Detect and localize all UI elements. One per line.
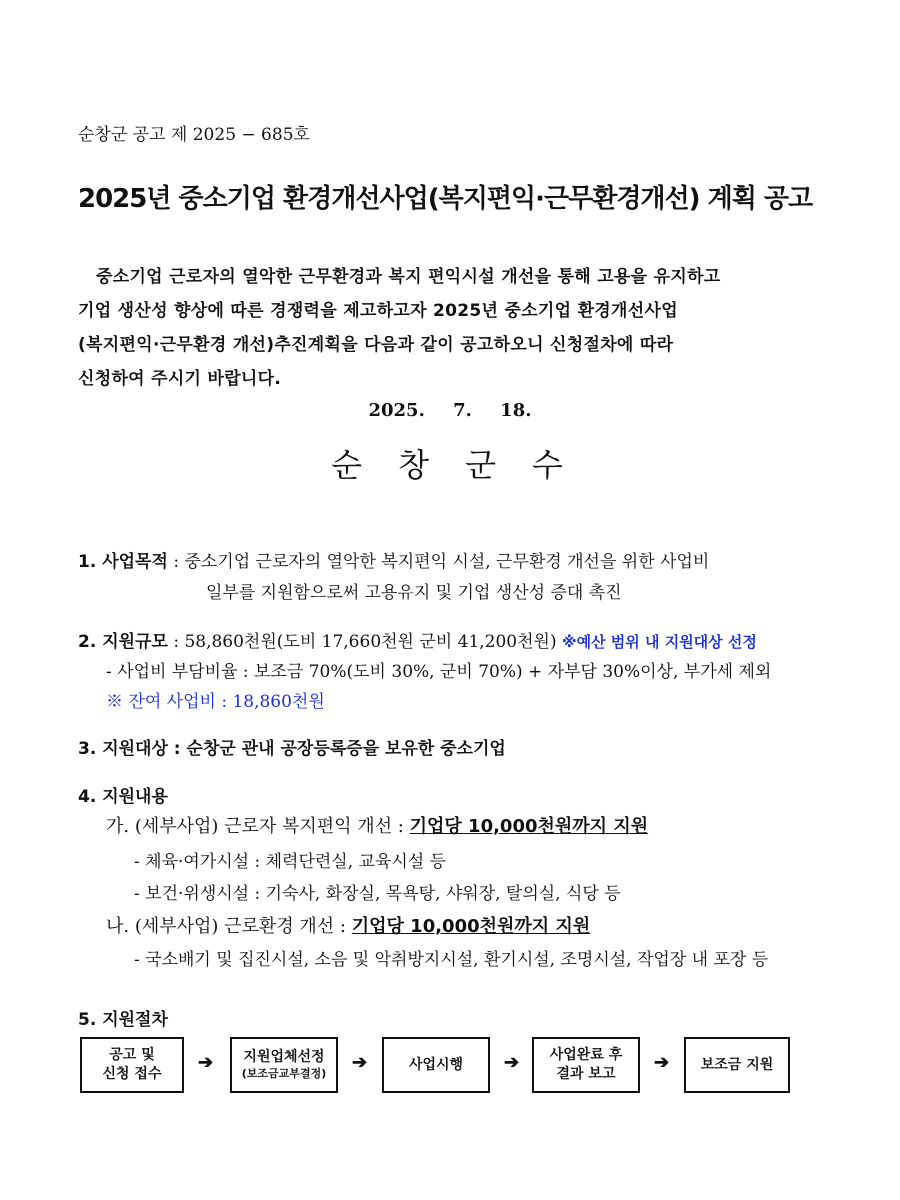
process-step-4 — [532, 1037, 640, 1093]
arrow-right-icon: ➔ — [352, 1052, 368, 1073]
section-2-remaining: ※ 잔여 사업비 : 18,860천원 — [106, 692, 325, 712]
section-2-budget-note: ※예산 범위 내 지원대상 선정 — [562, 633, 757, 651]
process-step-1-line-1: 공고 및 — [109, 1047, 155, 1064]
process-step-5 — [684, 1037, 790, 1093]
intro-line-3: (복지편익·근무환경 개선)추진계획을 다음과 같이 공고하오니 신청절차에 따라 — [78, 335, 674, 355]
section-1-line-2: 일부를 지원함으로써 고용유지 및 기업 생산성 증대 촉진 — [206, 583, 622, 603]
notice-number: 순창군 공고 제 2025 − 685호 — [78, 125, 310, 145]
intro-line-4: 신청하여 주시기 바랍니다. — [78, 369, 282, 389]
section-4-heading-text: 4. 지원내용 — [78, 787, 168, 807]
section-1-purpose — [78, 547, 709, 572]
section-2-heading: 2. 지원규모 — [78, 632, 168, 652]
section-4-a-limit: 기업당 10,000천원까지 지원 — [409, 816, 649, 837]
section-3-heading: 3. 지원대상 : — [78, 739, 181, 759]
section-4-a-item-2: - 보건·위생시설 : 기숙사, 화장실, 목욕탕, 샤워장, 탈의실, 식당 등 — [134, 884, 621, 904]
section-5-heading-text: 5. 지원절차 — [78, 1010, 168, 1030]
process-step-3 — [382, 1037, 490, 1093]
section-3-target — [78, 734, 506, 759]
section-4-a-label: 가. (세부사업) 근로자 복지편익 개선 : — [106, 816, 404, 837]
section-4-b-limit: 기업당 10,000천원까지 지원 — [351, 916, 591, 937]
process-step-5-line-1: 보조금 지원 — [700, 1056, 774, 1073]
section-4-item-b — [106, 912, 590, 938]
process-step-4-line-1: 사업완료 후 — [549, 1047, 623, 1064]
issuer-name: 순창군수 — [331, 446, 599, 484]
section-4-item-a — [106, 812, 648, 838]
section-4-b-item-1: - 국소배기 및 집진시설, 소음 및 악취방지시설, 환기시설, 조명시설, 작업장 내 포장 등 — [134, 950, 769, 970]
arrow-right-icon: ➔ — [198, 1052, 214, 1073]
arrow-right-icon: ➔ — [504, 1052, 520, 1073]
intro-line-1: 중소기업 근로자의 열악한 근무환경과 복지 편익시설 개선을 통해 고용을 유지하고 — [96, 267, 721, 287]
section-2-amount: : 58,860천원(도비 17,660천원 군비 41,200천원) — [173, 632, 557, 652]
page-title: 2025년 중소기업 환경개선사업(복지편익·근무환경개선) 계획 공고 — [78, 184, 813, 214]
process-step-1 — [80, 1037, 184, 1093]
section-2-ratio: - 사업비 부담비율 : 보조금 70%(도비 30%, 군비 70%) + 자부담 30%이상, 부가세 제외 — [106, 662, 772, 682]
section-2-scale — [78, 627, 757, 652]
arrow-right-icon: ➔ — [654, 1052, 670, 1073]
section-1-heading: 1. 사업목적 — [78, 552, 168, 572]
process-step-2 — [230, 1037, 338, 1093]
notice-date: 2025. 7. 18. — [368, 400, 532, 421]
section-4-b-label: 나. (세부사업) 근로환경 개선 : — [106, 916, 346, 937]
process-step-3-line-1: 사업시행 — [408, 1056, 464, 1073]
process-step-2-line-2: (보조금교부결정) — [241, 1067, 327, 1081]
intro-line-2: 기업 생산성 향상에 따른 경쟁력을 제고하고자 2025년 중소기업 환경개선사업 — [78, 301, 678, 321]
section-3-text: 순창군 관내 공장등록증을 보유한 중소기업 — [186, 739, 506, 759]
process-step-4-line-2: 결과 보고 — [556, 1066, 616, 1082]
process-step-1-line-2: 신청 접수 — [102, 1066, 162, 1082]
section-1-line-1: : 중소기업 근로자의 열악한 복지편익 시설, 근무환경 개선을 위한 사업비 — [173, 552, 710, 572]
process-step-2-line-1: 지원업체선정 — [243, 1049, 325, 1066]
section-4-a-item-1: - 체육·여가시설 : 체력단련실, 교육시설 등 — [134, 852, 447, 872]
section-5-heading — [78, 1005, 168, 1030]
section-4-heading — [78, 782, 168, 807]
